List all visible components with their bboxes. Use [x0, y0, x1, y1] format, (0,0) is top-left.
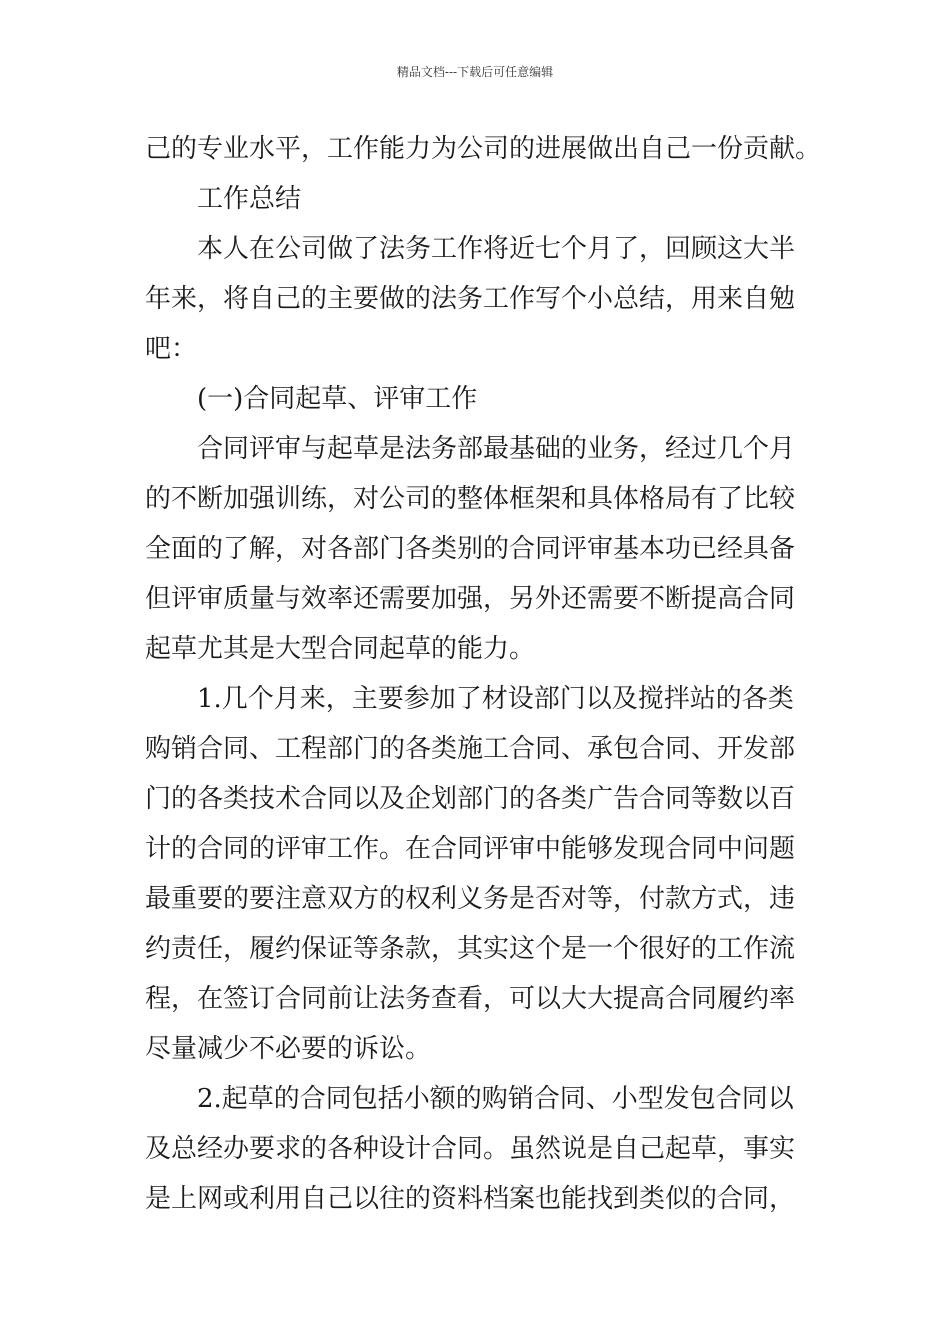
text-line: 程，在签订合同前让法务查看，可以大大提高合同履约率 [145, 984, 796, 1014]
page-header: 精品文档---下载后可任意编辑 [396, 65, 554, 79]
text-line: 年来，将自己的主要做的法务工作写个小总结，用来自勉 [145, 284, 796, 314]
text-line: 计的合同的评审工作。在合同评审中能够发现合同中问题 [145, 834, 796, 864]
text-line: 门的各类技术合同以及企划部门的各类广告合同等数以百 [145, 784, 796, 814]
text-line: 但评审质量与效率还需要加强，另外还需要不断提高合同 [145, 584, 796, 614]
text-line: 2.起草的合同包括小额的购销合同、小型发包合同以 [197, 1084, 794, 1114]
subsection-heading: (一)合同起草、评审工作 [197, 384, 478, 414]
text-line: 约责任，履约保证等条款，其实这个是一个很好的工作流 [145, 934, 796, 964]
text-line: 起草尤其是大型合同起草的能力。 [145, 634, 536, 664]
text-line: 尽量减少不必要的诉讼。 [145, 1034, 432, 1064]
text-line: 最重要的要注意双方的权利义务是否对等，付款方式，违 [145, 884, 796, 914]
section-heading: 工作总结 [197, 184, 302, 214]
text-line: 购销合同、工程部门的各类施工合同、承包合同、开发部 [145, 734, 796, 764]
text-line: 1.几个月来，主要参加了材设部门以及搅拌站的各类 [197, 684, 794, 714]
text-line: 是上网或利用自己以往的资料档案也能找到类似的合同， [145, 1184, 796, 1214]
text-line: 本人在公司做了法务工作将近七个月了，回顾这大半 [197, 234, 796, 264]
text-line: 的不断加强训练，对公司的整体框架和具体格局有了比较 [145, 484, 796, 514]
text-line: 吧： [145, 334, 198, 364]
text-line: 全面的了解，对各部门各类别的合同评审基本功已经具备 [145, 534, 796, 564]
text-line: 合同评审与起草是法务部最基础的业务，经过几个月 [197, 434, 796, 464]
text-line: 及总经办要求的各种设计合同。虽然说是自己起草，事实 [145, 1134, 796, 1164]
document-body [145, 124, 822, 1224]
text-line: 己的专业水平，工作能力为公司的进展做出自己一份贡献。 [145, 134, 822, 164]
